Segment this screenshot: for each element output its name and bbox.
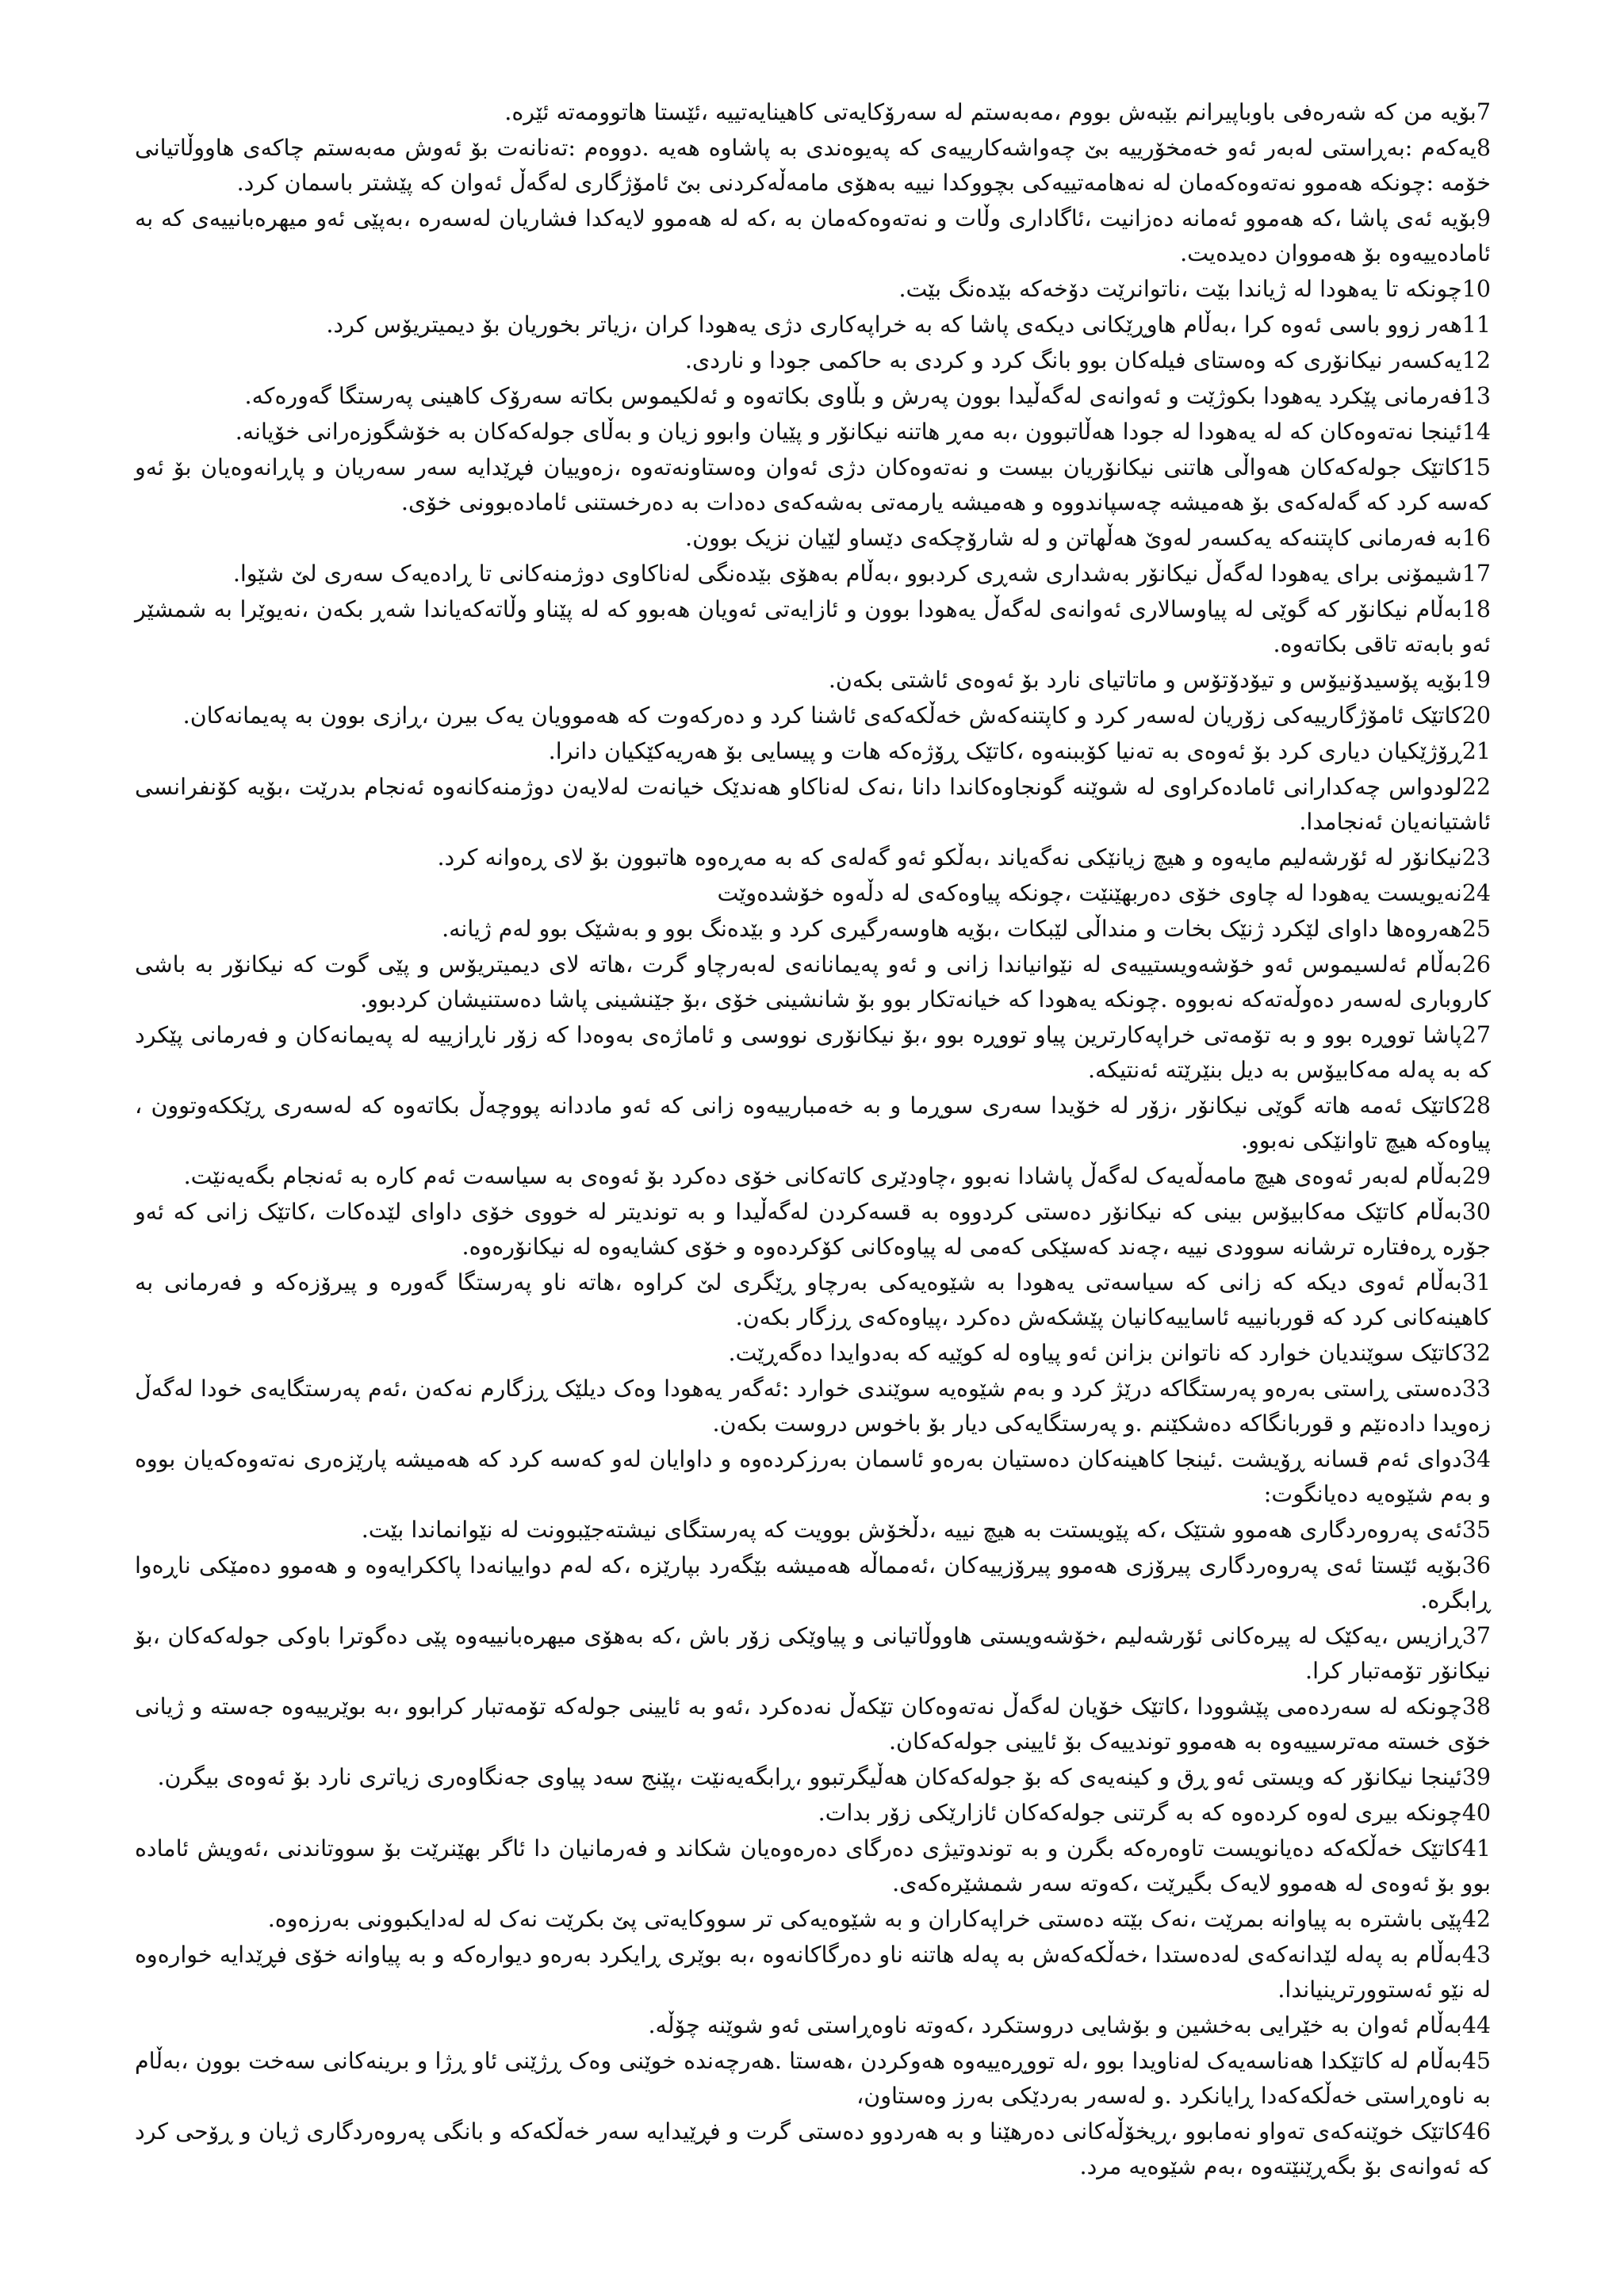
verse-number: 11 <box>1461 312 1491 338</box>
verse-number: 44 <box>1461 2012 1491 2038</box>
verse-paragraph <box>135 131 1491 201</box>
verse-text: یەکسەر نیکانۆری کە وەستای فیلەکان بوو بانگ کرد و کردی بە حاکمی جودا و ناردی. <box>684 347 1462 373</box>
verse-text: ئینجا نەتەوەکان کە لە یەهودا لە جودا هەڵاتبوون ،بە مەڕ هاتنە نیکانۆر و پێیان وابوو زیان و بەڵای جولەکەکان بە خۆشگوزەرانی خۆیانە. <box>235 419 1462 445</box>
verse-text: بە فەرمانی کاپتنەکە یەکسەر لەوێ هەڵهاتن و لە شارۆچکەی دێساو لێیان نزیک بوون. <box>685 525 1462 551</box>
verse-paragraph <box>135 947 1491 1017</box>
verse-text: بەڵام ئەوان بە خێرایی بەخشین و بۆشایی دروستکرد ،کەوتە ناوەڕاستی ئەو شوێنە چۆڵە. <box>648 2012 1462 2038</box>
verse-text: ڕازیس ،یەکێک لە پیرەکانی ئۆرشەلیم ،خۆشەویستی هاووڵاتیانی و پیاوێکی زۆر باش ،کە بەهۆی میهرەبانییەوە پێی دەگوترا باوکی جولەکەکان ،بۆ نیکانۆر تۆمەتبار کرا. <box>135 1623 1491 1684</box>
verse-text: بەڵام ئەلسیموس ئەو خۆشەویستییەی لە نێوانیاندا زانی و ئەو پەیمانانەی لەبەرچاو گرت ،هاتە لای دیمیتریۆس و پێی گوت کە نیکانۆر بە باشی کاروباری لەسەر دەوڵەتەکە نەبووە .چونکە یەهودا کە خیانەتکار بوو بۆ شانشینی خۆی ،بۆ جێنشینی پاشا دەستنیشان کردبوو. <box>135 951 1491 1012</box>
verse-number: 23 <box>1461 844 1491 871</box>
verse-number: 10 <box>1461 276 1491 302</box>
verse-text: بۆیە ئەی پاشا ،کە هەموو ئەمانە دەزانیت ،ئاگاداری وڵات و نەتەوەکەمان بە ،کە لە هەموو لایەکدا فشاریان لەسەرە ،بەپێی ئەو میهرەبانییەی کە بە ئامادەییەوە بۆ هەمووان دەیدەیت. <box>135 205 1491 266</box>
verse-text: بەڵام لە کاتێکدا هەناسەیەک لەناویدا بوو ،لە تووڕەییەوە هەوکردن ،هەستا .هەرچەندە خوێنی وەک ڕژێنی ئاو ڕژا و برینەکانی سەخت بوون ،بەڵام بە ناوەڕاستی خەڵکەکەدا ڕایانکرد .و لەسەر بەردێکی بەرز وەستاون، <box>135 2048 1491 2109</box>
verse-number: 30 <box>1461 1199 1491 1225</box>
verse-paragraph <box>135 2044 1491 2114</box>
verse-text: چونکە تا یەهودا لە ژیاندا بێت ،ناتوانرێت دۆخەکە بێدەنگ بێت. <box>898 276 1462 302</box>
verse-paragraph <box>135 1372 1491 1441</box>
verse-text: پێی باشترە بە پیاوانە بمرێت ،نەک بێتە دەستی خراپەکاران و بە شێوەیەکی تر سووکایەتی پێ بکرێت نەک لە لەدایکبوونی بەرزەوە. <box>267 1906 1462 1932</box>
verse-text: بەڵام لەبەر ئەوەی هیچ مامەڵەیەک لەگەڵ پاشادا نەبوو ،چاودێری کاتەکانی خۆی دەکرد بۆ ئەوەی بە سیاسەت ئەم کارە بە ئەنجام بگەیەنێت. <box>183 1163 1462 1189</box>
verse-number: 18 <box>1461 596 1491 622</box>
verse-text: شیمۆنی برای یەهودا لەگەڵ نیکانۆر بەشداری شەڕی کردبوو ،بەڵام بەهۆی بێدەنگی لەناکاوی دوژمنەکانی تا ڕادەیەک سەری لێ شێوا. <box>232 561 1462 587</box>
verse-number: 36 <box>1461 1552 1491 1578</box>
verse-number: 37 <box>1461 1623 1491 1649</box>
verse-paragraph <box>135 912 1491 947</box>
verse-paragraph <box>135 2008 1491 2043</box>
verse-text: یەکەم :بەڕاستی لەبەر ئەو خەمخۆرییە بێ چەواشەکارییەی کە پەیوەندی بە پاشاوە هەیە .دووەم :تەنانەت بۆ ئەوش مەبەستم چاکەی هاووڵاتیانی خۆمە :چونکە هەموو نەتەوەکەمان لە نەهامەتییەکی بچووکدا نییە بەهۆی مامەڵەکردنی بێ ئامۆژگاری لەگەڵ ئەوان کە پێشتر باسمان کرد. <box>135 135 1491 196</box>
verse-number: 35 <box>1461 1517 1491 1543</box>
verse-text: کاتێک سوێندیان خوارد کە ناتوانن بزانن ئەو پیاوە لە کوێیە کە بەدوایدا دەگەڕێت. <box>728 1340 1462 1366</box>
verse-text: بەڵام ئەوی دیکە کە زانی کە سیاسەتی یەهودا بە شێوەیەکی بەرچاو ڕێگری لێ کراوە ،هاتە ناو پەرستگا گەورە و پیرۆزەکە و فەرمانی بە کاهینەکانی کرد کە قوربانییە ئاساییەکانیان پێشکەش دەکرد ،پیاوەکەی ڕزگار بکەن. <box>135 1269 1491 1330</box>
verse-paragraph <box>135 1619 1491 1689</box>
verse-number: 17 <box>1461 561 1491 587</box>
verse-text: چونکە لە سەردەمی پێشوودا ،کاتێک خۆیان لەگەڵ نەتەوەکان تێکەڵ نەدەکرد ،ئەو بە ئایینی جولەکە تۆمەتبار کرابوو ،بە بوێرییەوە جەستە و ژیانی خۆی خستە مەترسییەوە بە هەموو توندییەک بۆ ئایینی جولەکەکان. <box>135 1693 1491 1755</box>
verse-paragraph <box>135 1902 1491 1937</box>
verse-number: 25 <box>1461 916 1491 942</box>
verse-text: هەر زوو باسی ئەوە کرا ،بەڵام هاوڕێکانی دیکەی پاشا کە بە خراپەکاری دژی یەهودا کران ،زیاتر بخوریان بۆ دیمیتریۆس کرد. <box>326 312 1462 338</box>
verse-text: ئەی پەروەردگاری هەموو شتێک ،کە پێویستت بە هیچ نییە ،دڵخۆش بوویت کە پەرستگای نیشتەجێبوونت لە نێوانماندا بێت. <box>361 1517 1462 1543</box>
verse-number: 15 <box>1461 454 1491 480</box>
verse-number: 34 <box>1461 1446 1491 1472</box>
verse-paragraph <box>135 663 1491 698</box>
verse-paragraph <box>135 1159 1491 1194</box>
verse-number: 8 <box>1476 135 1491 161</box>
verse-text: نەیویست یەهودا لە چاوی خۆی دەربهێنێت ،چونکە پیاوەکەی لە دڵەوە خۆشدەوێت <box>717 880 1462 906</box>
verse-paragraph <box>135 876 1491 911</box>
verse-number: 39 <box>1461 1764 1491 1790</box>
verse-paragraph <box>135 557 1491 591</box>
verse-number: 38 <box>1461 1693 1491 1720</box>
verse-number: 9 <box>1476 205 1491 232</box>
verse-paragraph <box>135 698 1491 733</box>
verse-paragraph <box>135 2114 1491 2184</box>
verse-text: کاتێک جولەکەکان هەواڵی هاتنی نیکانۆریان بیست و نەتەوەکان دژی ئەوان وەستاونەتەوە ،زەوییان فڕێدایە سەر سەریان و پاڕانەوەیان بۆ ئەو کەسە کرد کە گەلەکەی بۆ هەمیشە چەسپاندووە و هەمیشە یارمەتی بەشەکەی دەدات بە دەرخستنی ئامادەبوونی خۆی. <box>135 454 1491 515</box>
verse-paragraph <box>135 1265 1491 1335</box>
verse-text: کاتێک خەڵکەکە دەیانویست تاوەرەکە بگرن و بە توندوتیژی دەرگای دەرەوەیان شکاند و فەرمانیان دا ئاگر بهێنرێت بۆ سووتاندنی ،ئەویش ئامادە بوو بۆ ئەوەی لە هەموو لایەک بگیرێت ،کەوتە سەر شمشێرەکەی. <box>135 1835 1491 1896</box>
verse-number: 28 <box>1461 1093 1491 1119</box>
verse-text: چونکە بیری لەوە کردەوە کە بە گرتنی جولەکەکان ئازارێکی زۆر بدات. <box>818 1800 1462 1826</box>
verse-number: 33 <box>1461 1376 1491 1402</box>
verse-paragraph <box>135 1938 1491 2007</box>
verse-text: دەستی ڕاستی بەرەو پەرستگاکە درێژ کرد و بەم شێوەیە سوێندی خوارد :ئەگەر یەهودا وەک دیلێک ڕزگارم نەکەن ،ئەم پەرستگایەی خودا لەگەڵ زەویدا دادەنێم و قوربانگاکە دەشکێنم .و پەرستگایەکی دیار بۆ باخوس دروست بکەن. <box>135 1376 1491 1437</box>
verse-text: کاتێک ئەمە هاتە گوێی نیکانۆر ،زۆر لە خۆیدا سەری سوڕما و بە خەمبارییەوە زانی کە ئەو ماددانە پووچەڵ بکاتەوە کە لەسەری ڕێککەوتوون ، پیاوەکە هیچ تاوانێکی نەبوو. <box>135 1093 1491 1154</box>
verse-paragraph <box>135 272 1491 307</box>
verse-paragraph <box>135 1442 1491 1512</box>
verse-paragraph <box>135 1689 1491 1759</box>
verse-paragraph <box>135 734 1491 769</box>
verse-number: 24 <box>1461 880 1491 906</box>
verse-paragraph <box>135 201 1491 271</box>
verse-number: 13 <box>1461 383 1491 409</box>
verse-number: 7 <box>1476 99 1491 125</box>
verse-paragraph <box>135 1760 1491 1795</box>
verse-number: 46 <box>1461 2118 1491 2145</box>
verse-paragraph <box>135 1548 1491 1618</box>
verse-text: کاتێک ئامۆژگارییەکی زۆریان لەسەر کرد و کاپتنەکەش خەڵکەکەی ئاشنا کرد و دەرکەوت کە هەموویان یەک بیرن ،ڕازی بوون بە پەیمانەکان. <box>182 702 1462 729</box>
verse-number: 22 <box>1461 774 1491 800</box>
verse-paragraph <box>135 1796 1491 1831</box>
verse-text: بەڵام بە پەلە لێدانەکەی لەدەستدا ،خەڵکەکەش بە پەلە هاتنە ناو دەرگاکانەوە ،بە بوێری ڕایکرد بەرەو دیوارەکە و بە پیاوانە خۆی فڕێدایە خوارەوە لە نێو ئەستوورترینیاندا. <box>135 1942 1491 2003</box>
verse-text: فەرمانی پێکرد یەهودا بکوژێت و ئەوانەی لەگەڵیدا بوون پەرش و بڵاوی بکاتەوە و ئەلکیموس بکاتە سەرۆک کاهینی پەرستگا گەورەکە. <box>244 383 1462 409</box>
verse-paragraph <box>135 1089 1491 1158</box>
verse-number: 43 <box>1461 1942 1491 1968</box>
verse-paragraph <box>135 308 1491 342</box>
verse-number: 20 <box>1461 702 1491 729</box>
verse-text: ڕۆژێکیان دیاری کرد بۆ ئەوەی بە تەنیا کۆببنەوە ،کاتێک ڕۆژەکە هات و پیسایی بۆ هەریەکێکیان دانرا. <box>548 738 1462 764</box>
verse-number: 21 <box>1461 738 1491 764</box>
verse-paragraph <box>135 379 1491 414</box>
verse-paragraph <box>135 415 1491 450</box>
verse-number: 31 <box>1461 1269 1491 1295</box>
verse-text: بۆیە ئێستا ئەی پەروەردگاری پیرۆزی هەموو پیرۆزییەکان ،ئەمماڵە هەمیشە بێگەرد بپارێزە ،کە لەم دواییانەدا پاککرایەوە و هەموو دەمێکی ناڕەوا ڕابگرە. <box>135 1552 1491 1613</box>
verse-number: 14 <box>1461 419 1491 445</box>
verse-text: ئینجا نیکانۆر کە ویستی ئەو ڕق و کینەیەی کە بۆ جولەکەکان هەڵیگرتبوو ،ڕابگەیەنێت ،پێنج سەد پیاوی جەنگاوەری زیاتری نارد بۆ ئەوەی بیگرن. <box>157 1764 1462 1790</box>
verse-text: بەڵام کاتێک مەکابیۆس بینی کە نیکانۆر دەستی کردووە بە قسەکردن لەگەڵیدا و بە توندیتر لە خووی خۆی داوای لێدەکات ،کاتێک زانی کە ئەو جۆرە ڕەفتارە ترشانە سوودی نییە ،چەند کەسێکی کەمی لە پیاوەکانی کۆکردەوە و خۆی کشایەوە لە نیکانۆرەوە. <box>135 1199 1491 1260</box>
verse-paragraph <box>135 343 1491 378</box>
verse-number: 19 <box>1461 667 1491 693</box>
verse-number: 40 <box>1461 1800 1491 1826</box>
verse-number: 41 <box>1461 1835 1491 1862</box>
verse-text: نیکانۆر لە ئۆرشەلیم مایەوە و هیچ زیانێکی نەگەیاند ،بەڵکو ئەو گەلەی کە بە مەڕەوە هاتبوون بۆ لای ڕەوانە کرد. <box>437 844 1462 871</box>
verse-paragraph <box>135 1831 1491 1901</box>
verse-number: 16 <box>1461 525 1491 551</box>
verse-number: 12 <box>1461 347 1491 373</box>
verse-paragraph <box>135 1018 1491 1088</box>
verse-text: هەروەها داوای لێکرد ژنێک بخات و منداڵی لێبکات ،بۆیە هاوسەرگیری کرد و بێدەنگ بوو و بەشێک بوو لەم ژیانە. <box>442 916 1462 942</box>
verse-text: کاتێک خوێنەکەی تەواو نەمابوو ،ڕیخۆڵەکانی دەرهێنا و بە هەردوو دەستی گرت و فڕێیدایە سەر خەڵکەکە و بانگی پەروەردگاری ژیان و ڕۆحی کرد کە ئەوانەی بۆ بگەڕێنێتەوە ،بەم شێوەیە مرد. <box>135 2118 1491 2179</box>
verse-number: 26 <box>1461 951 1491 978</box>
verse-number: 42 <box>1461 1906 1491 1932</box>
verse-text-block <box>135 95 1491 2185</box>
verse-text: لودواس چەکدارانی ئامادەکراوی لە شوێنە گونجاوەکاندا دانا ،نەک لەناکاو هەندێک خیانەت لەلایەن دوژمنەکانەوە ئەنجام بدرێت ،بۆیە کۆنفرانسی ئاشتیانەیان ئەنجامدا. <box>135 774 1491 835</box>
verse-paragraph <box>135 450 1491 520</box>
verse-paragraph <box>135 592 1491 662</box>
verse-paragraph <box>135 770 1491 840</box>
verse-paragraph <box>135 1336 1491 1371</box>
verse-number: 32 <box>1461 1340 1491 1366</box>
verse-number: 45 <box>1461 2048 1491 2074</box>
verse-paragraph <box>135 95 1491 130</box>
verse-text: بۆیە پۆسیدۆنیۆس و تیۆدۆتۆس و ماتاتیای نارد بۆ ئەوەی ئاشتی بکەن. <box>828 667 1462 693</box>
verse-paragraph <box>135 840 1491 875</box>
verse-text: دوای ئەم قسانە ڕۆیشت .ئینجا کاهینەکان دەستیان بەرەو ئاسمان بەرزکردەوە و داوایان لەو کەسە کرد کە هەمیشە پارێزەری نەتەوەکەیان بووە و بەم شێوەیە دەیانگوت: <box>135 1446 1491 1507</box>
verse-text: پاشا تووڕە بوو و بە تۆمەتی خراپەکارترین پیاو تووڕە بوو ،بۆ نیکانۆری نووسی و ئاماژەی بەوەدا کە زۆر ناڕازییە لە پەیمانەکان و فەرمانی پێکرد کە بە پەلە مەکابیۆس بە دیل بنێرێتە ئەنتیکە. <box>135 1022 1491 1083</box>
verse-paragraph <box>135 521 1491 556</box>
verse-number: 29 <box>1461 1163 1491 1189</box>
verse-paragraph <box>135 1513 1491 1548</box>
verse-paragraph <box>135 1195 1491 1265</box>
verse-number: 27 <box>1461 1022 1491 1048</box>
verse-text: بۆیە من کە شەرەفی باوباپیرانم بێبەش بووم ،مەبەستم لە سەرۆکایەتی کاهینایەتییە ،ئێستا هاتوومەتە ئێرە. <box>504 99 1477 125</box>
verse-text: بەڵام نیکانۆر کە گوێی لە پیاوسالاری ئەوانەی لەگەڵ یەهودا بوون و ئازایەتی ئەویان هەبوو کە لە پێناو وڵاتەکەیاندا شەڕ بکەن ،نەیوێرا بە شمشێر ئەو بابەتە تاقی بکاتەوە. <box>135 596 1491 657</box>
